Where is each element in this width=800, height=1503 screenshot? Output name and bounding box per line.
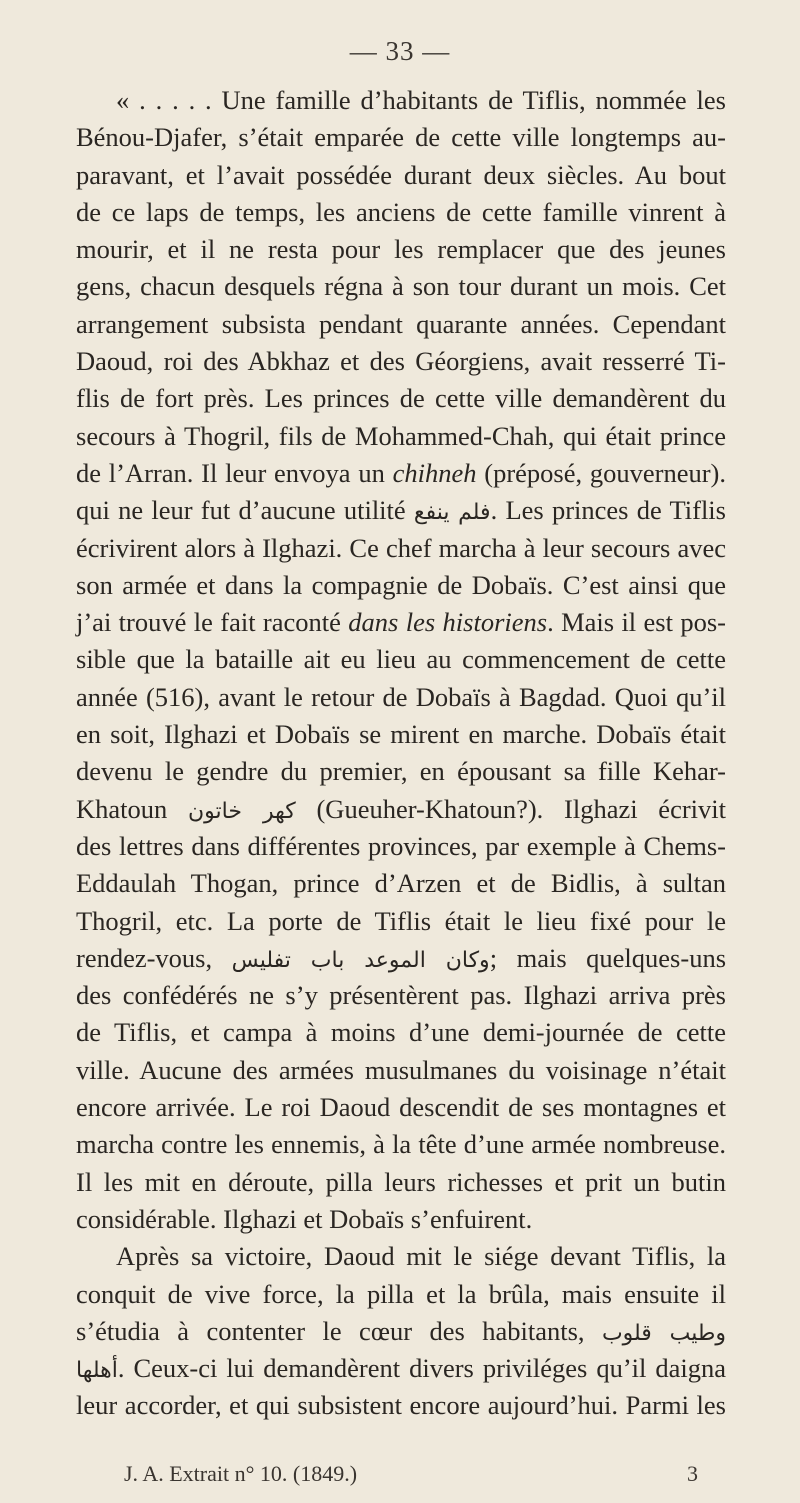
text-line bbox=[76, 455, 726, 492]
text-run: rendez-vous, bbox=[76, 942, 232, 973]
text-line bbox=[76, 1201, 726, 1238]
text-run: ; mais quelques-uns bbox=[489, 942, 727, 973]
italic-phrase: dans les historiens bbox=[348, 607, 548, 638]
text-line bbox=[76, 1387, 726, 1424]
text-run: flis de fort près. Les princes de cette ville demandèrent du bbox=[76, 383, 726, 414]
text-line bbox=[76, 157, 726, 194]
text-run: de Tiflis, et campa à moins d’une demi-journée de cette bbox=[76, 1017, 726, 1048]
text-run: de l’Arran. Il leur envoya un bbox=[76, 457, 393, 488]
text-run: conquit de vive force, la pilla et la brûla, mais ensuite il bbox=[76, 1278, 726, 1309]
text-run: Bénou-Djafer, s’était emparée de cette ville longtemps au- bbox=[76, 122, 726, 153]
text-line bbox=[76, 1052, 726, 1089]
text-run: . Ceux-ci lui demandèrent divers priviléges qu’il daigna bbox=[117, 1353, 726, 1384]
text-line bbox=[76, 716, 726, 753]
text-line bbox=[76, 418, 726, 455]
text-run: . Les princes de Tiflis bbox=[490, 495, 726, 526]
text-line bbox=[76, 791, 726, 828]
text-line bbox=[76, 567, 726, 604]
text-run: des confédérés ne s’y présentèrent pas. Ilghazi arriva près bbox=[76, 980, 726, 1011]
arabic-phrase: كهر خاتون bbox=[187, 798, 296, 824]
page-footer bbox=[124, 1461, 698, 1487]
footer-citation: J. A. Extrait n° 10. (1849.) bbox=[124, 1461, 358, 1486]
text-line bbox=[76, 306, 726, 343]
text-run: secours à Thogril, fils de Mohammed-Chah, qui était prince bbox=[76, 420, 726, 451]
text-line bbox=[76, 194, 726, 231]
arabic-phrase: وكان الموعد باب تفليس bbox=[231, 947, 490, 973]
text-line bbox=[76, 231, 726, 268]
page-number: — 33 — bbox=[349, 36, 451, 66]
footer-signature-mark: 3 bbox=[687, 1461, 698, 1486]
text-run: année (516), avant le retour de Dobaïs à Bagdad. Quoi qu’il bbox=[76, 681, 726, 712]
text-run: encore arrivée. Le roi Daoud descendit de ses montagnes et bbox=[76, 1092, 726, 1123]
text-line bbox=[76, 343, 726, 380]
text-line bbox=[76, 82, 726, 119]
text-run: son armée et dans la compagnie de Dobaïs. C’est ainsi que bbox=[76, 569, 726, 600]
text-run: Khatoun bbox=[76, 793, 188, 824]
body-text bbox=[76, 82, 726, 1425]
text-run: (Gueuher-Khatoun?). Ilghazi écrivit bbox=[295, 793, 726, 824]
text-line bbox=[76, 977, 726, 1014]
text-run: devenu le gendre du premier, en épousant sa fille Kehar- bbox=[76, 756, 726, 787]
text-run: ville. Aucune des armées musulmanes du voisinage n’était bbox=[76, 1054, 726, 1085]
text-run: Il les mit en déroute, pilla leurs richesses et prit un butin bbox=[76, 1166, 726, 1197]
text-run: mourir, et il ne resta pour les remplacer que des jeunes bbox=[76, 234, 726, 265]
text-line bbox=[76, 268, 726, 305]
text-line bbox=[76, 1164, 726, 1201]
arabic-phrase: وطيب قلوب bbox=[601, 1320, 726, 1346]
text-run: arrangement subsista pendant quarante années. Cependant bbox=[76, 308, 726, 339]
text-run: gens, chacun desquels régna à son tour durant un mois. Cet bbox=[76, 271, 726, 302]
text-line bbox=[76, 679, 726, 716]
text-line bbox=[76, 1350, 726, 1387]
text-run: qui ne leur fut d’aucune utilité bbox=[76, 495, 414, 526]
text-run: Thogril, etc. La porte de Tiflis était le lieu fixé pour le bbox=[76, 905, 726, 936]
text-line bbox=[76, 641, 726, 678]
text-line bbox=[76, 492, 726, 529]
text-line bbox=[76, 119, 726, 156]
text-run: Après sa victoire, Daoud mit le siége devant Tiflis, la bbox=[116, 1241, 726, 1272]
italic-phrase: chihneh bbox=[392, 457, 477, 488]
text-run: considérable. Ilghazi et Dobaïs s’enfuirent. bbox=[76, 1203, 533, 1234]
text-run: (préposé, gouverneur). bbox=[476, 457, 726, 488]
text-line bbox=[76, 604, 726, 641]
text-line bbox=[76, 530, 726, 567]
arabic-phrase: فلم ينفع bbox=[413, 500, 491, 526]
text-line bbox=[76, 1126, 726, 1163]
text-line bbox=[76, 1238, 726, 1275]
text-line bbox=[76, 1089, 726, 1126]
text-run: leur accorder, et qui subsistent encore aujourd’hui. Parmi les bbox=[76, 1390, 726, 1421]
text-run: Eddaulah Thogan, prince d’Arzen et de Bidlis, à sultan bbox=[76, 868, 726, 899]
text-line bbox=[76, 380, 726, 417]
text-line bbox=[76, 1313, 726, 1350]
text-line bbox=[76, 753, 726, 790]
text-line bbox=[76, 828, 726, 865]
arabic-phrase: أهلها bbox=[76, 1358, 118, 1384]
text-line bbox=[76, 865, 726, 902]
text-run: j’ai trouvé le fait raconté bbox=[76, 607, 349, 638]
text-run: s’étudia à contenter le cœur des habitants, bbox=[76, 1315, 602, 1346]
text-run: Daoud, roi des Abkhaz et des Géorgiens, avait resserré Ti- bbox=[76, 346, 726, 377]
text-line bbox=[76, 940, 726, 977]
text-line bbox=[76, 1014, 726, 1051]
text-run: de ce laps de temps, les anciens de cette famille vinrent à bbox=[76, 196, 726, 227]
text-run: marcha contre les ennemis, à la tête d’une armée nombreuse. bbox=[76, 1129, 726, 1160]
text-run: « . . . . . Une famille d’habitants de Tiflis, nommée les bbox=[116, 85, 726, 115]
text-line bbox=[76, 1276, 726, 1313]
text-line bbox=[76, 903, 726, 940]
text-run: en soit, Ilghazi et Dobaïs se mirent en marche. Dobaïs était bbox=[76, 719, 726, 750]
text-run: sible que la bataille ait eu lieu au commencement de cette bbox=[76, 644, 726, 675]
text-run: paravant, et l’avait possédée durant deux siècles. Au bout bbox=[76, 159, 726, 190]
text-run: des lettres dans différentes provinces, par exemple à Chems- bbox=[76, 830, 726, 861]
text-run: écrivirent alors à Ilghazi. Ce chef marcha à leur secours avec bbox=[76, 532, 726, 563]
text-run: . Mais il est pos- bbox=[547, 607, 726, 638]
